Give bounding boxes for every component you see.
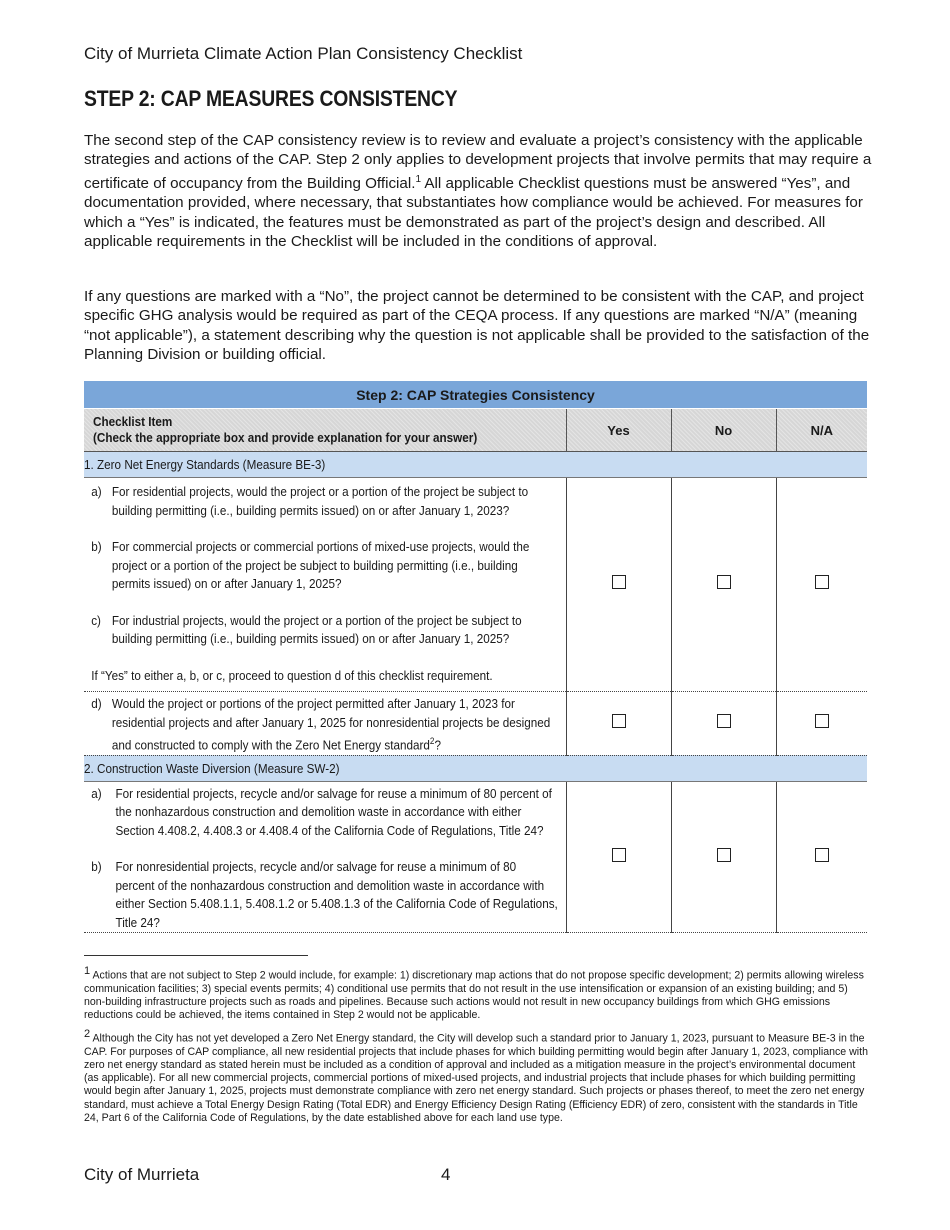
cap-strategies-table <box>84 381 867 933</box>
checklist-item-label: Checklist Item <box>93 414 173 429</box>
question-letter: b) <box>91 859 102 875</box>
footnote-text: Although the City has not yet developed a Zero Net Energy standard, the City will develop such a standard prior to January 1, 2023, pursuant to Measure BE-3 in the CAP. For purposes of CAP compliance, all new residential projects that include phases for which building permitting would begin after January 1, 2023, compliance with zero net energy standard as stated herein must be included as a condition of approval and included as a mitigation measure in the project’s environmental document (as applicable). For all new commercial projects, commercial portions of mixed-used projects, and industrial projects that include phases for which building permitting would begin after January 1, 2025, projects must demonstrate compliance with zero net energy standard. Such projects or phases thereof, to meet the zero net energy standard, must achieve a Total Energy Design Rating (Total EDR) and Energy Efficiency Design Rating (Efficiency EDR) of zero, consistent with the standards in Title 24, Part 6 of the California Code of Regulations, by the date established above for each land use type. <box>84 1032 868 1124</box>
proceed-note: If “Yes” to either a, b, or c, proceed to question d of this checklist requirement. <box>91 667 493 683</box>
intro-text-a: The second step of the CAP consistency review is to review and evaluate a project’s consistency with the applicable strategies and actions of the CAP. Step 2 only applies to development projects that involve permits that may require a certificate of occupancy from the Building Official. <box>84 132 872 192</box>
question-letter: a) <box>91 484 102 499</box>
question-letter: c) <box>91 612 101 628</box>
na-checkbox[interactable] <box>815 575 829 589</box>
section-title: STEP 2: CAP MEASURES CONSISTENCY <box>84 86 458 111</box>
document-header: City of Murrieta Climate Action Plan Consistency Checklist <box>84 44 523 63</box>
yes-checkbox[interactable] <box>612 575 626 589</box>
na-column-header: N/A <box>776 409 867 452</box>
question-text: For residential projects, would the project or a portion of the project be subject to building permitting (i.e., building permits issued) on or after January 1, 2023? <box>111 484 529 518</box>
question-1d <box>84 695 565 755</box>
footnote-number: 1 <box>84 965 91 977</box>
footnote-ref-2[interactable]: 2 <box>429 736 435 746</box>
no-column-header: No <box>671 409 776 452</box>
no-checkbox[interactable] <box>717 575 731 589</box>
na-checkbox[interactable] <box>815 848 829 862</box>
no-answer-paragraph: If any questions are marked with a “No”, the project cannot be determined to be consistent with the CAP, and project specific GHG analysis would be required as part of the CEQA process. If any questions are marked “N/A” (meaning “not applicable”), a statement describing why the question is not applicable shall be provided to the satisfaction of the Planning Division or building official. <box>84 288 870 364</box>
section-title-zero-net-energy: 1. Zero Net Energy Standards (Measure BE-3) <box>84 457 326 472</box>
question-text: For commercial projects or commercial portions of mixed-use projects, would the project or a portion of the project be subject to building permitting (i.e., building permits issued) on or after January 1, 2025? <box>111 539 530 591</box>
intro-text-b: All applicable Checklist questions must be answered “Yes”, and documentation provided, where necessary, that substantiates how compliance would be achieved. For measures for which a “Yes” is indicated, the features must be demonstrated as part of the project’s design and described. All applicable requirements in the Checklist will be included in the conditions of approval. <box>84 174 863 251</box>
checklist-item-instruction: (Check the appropriate box and provide explanation for your answer) <box>93 430 478 445</box>
intro-paragraph <box>84 131 874 252</box>
question-text: For residential projects, recycle and/or salvage for reuse a minimum of 80 percent of the nonhazardous construction and demolition waste in accordance with either Section 4.408.2, 4.408.3 or 4.408.4 of the California Code of Regulations, Title 24? <box>115 785 552 838</box>
yes-checkbox[interactable] <box>612 714 626 728</box>
question-1c <box>84 612 565 649</box>
na-checkbox[interactable] <box>815 714 829 728</box>
footnote-ref-1[interactable]: 1 <box>415 173 422 185</box>
question-text: For nonresidential projects, recycle and/or salvage for reuse a minimum of 80 percent of the nonhazardous construction and demolition waste in accordance with either Section 5.408.1.1, 5.408.1.2 or 5.408.1.3 of the California Code of Regulations, Title 24? <box>115 859 558 930</box>
footnote-text: Actions that are not subject to Step 2 would include, for example: 1) discretionary map actions that do not propose specific development; 2) permits allowing wireless communication facilities; 3) special events permits; 4) conditional use permits that do not result in the use intensification or expansion of an existing building; and 5) non-building infrastructure projects such as roads and pipelines. Because such actions would not result in new occupancy buildings from which GHG emissions reductions could be achieved, the items contained in Step 2 would not be applicable. <box>84 969 864 1022</box>
question-group-abc <box>84 478 867 692</box>
question-2b <box>84 858 565 932</box>
section-row-construction-waste <box>84 755 867 781</box>
question-letter: b) <box>91 539 102 554</box>
question-text: Would the project or portions of the project permitted after January 1, 2023 for residential projects and after January 1, 2025 for nonresidential projects be designed and constructed to comply with the Zero Net Energy standard <box>111 696 551 753</box>
table-header-row <box>84 409 867 452</box>
no-checkbox[interactable] <box>717 714 731 728</box>
footnote-1 <box>84 965 870 1022</box>
question-2a <box>84 785 565 841</box>
footnote-2 <box>84 1028 870 1125</box>
section-title-construction-waste: 2. Construction Waste Diversion (Measure SW-2) <box>84 760 340 776</box>
question-letter: d) <box>91 696 102 711</box>
question-1b <box>84 538 565 594</box>
no-checkbox[interactable] <box>717 848 731 862</box>
yes-column-header: Yes <box>566 409 671 452</box>
question-end: ? <box>434 737 441 753</box>
footnote-divider <box>84 955 308 956</box>
question-1a <box>84 483 565 520</box>
checklist-item-header <box>84 409 566 452</box>
question-group-waste <box>84 781 867 933</box>
question-letter: a) <box>91 785 102 801</box>
yes-checkbox[interactable] <box>612 848 626 862</box>
footer-organization: City of Murrieta <box>84 1165 200 1184</box>
table-title: Step 2: CAP Strategies Consistency <box>84 381 867 409</box>
footnote-number: 2 <box>84 1028 91 1040</box>
question-text: For industrial projects, would the project or a portion of the project be subject to building permitting (i.e., building permits issued) on or after January 1, 2025? <box>111 612 522 646</box>
question-group-d <box>84 692 867 756</box>
section-row-zero-net-energy <box>84 452 867 478</box>
page-number: 4 <box>441 1165 451 1184</box>
